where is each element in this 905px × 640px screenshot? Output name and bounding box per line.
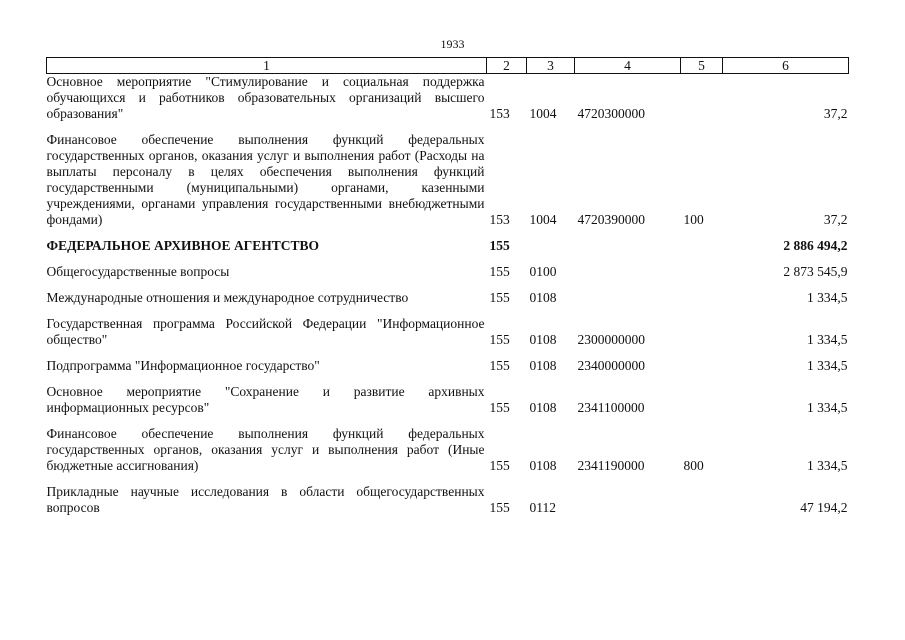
- row-spacer-cell: [47, 306, 849, 316]
- table-row: [47, 264, 849, 280]
- row-expense-type-code: [681, 316, 723, 348]
- row-expense-type-code: [681, 484, 723, 516]
- column-header: 4: [575, 58, 681, 74]
- table-row: [47, 132, 849, 228]
- row-section-code: 0108: [529, 400, 557, 415]
- row-expense-type-code: [681, 290, 723, 306]
- column-header: 3: [527, 58, 575, 74]
- table-row: [47, 358, 849, 374]
- row-section-code: [527, 238, 575, 254]
- table-row: [47, 316, 849, 348]
- row-ministry-code: 155: [489, 238, 510, 253]
- row-expense-type-code: [681, 358, 723, 374]
- row-spacer: [47, 306, 849, 316]
- row-ministry-code: 153: [489, 212, 510, 227]
- row-target-code: 2300000000: [577, 332, 645, 347]
- page-number: 1933: [440, 37, 465, 51]
- row-amount: 1 334,5: [807, 400, 848, 415]
- row-section-code: 0112: [529, 500, 556, 515]
- row-ministry-code: 153: [489, 106, 510, 121]
- row-expense-type-code: [681, 384, 723, 416]
- table-row: [47, 290, 849, 306]
- row-expense-type-code: [681, 264, 723, 280]
- row-spacer-cell: [47, 122, 849, 132]
- row-amount: 1 334,5: [807, 358, 848, 373]
- row-target-code: [575, 264, 681, 280]
- row-target-code: 2341100000: [577, 400, 645, 415]
- row-name: Финансовое обеспечение выполнения функций федеральных государственных органов, оказания услуг и выполнения работ (Расходы на выплаты персоналу в целях обеспечения выполнения функций государственными (муниципальными) органами, казенными учреждениями, органами управления государственными внебюджетными фондами): [46, 132, 485, 227]
- row-spacer-cell: [47, 474, 849, 484]
- row-target-code: 2341190000: [577, 458, 645, 473]
- table-row: [47, 384, 849, 416]
- row-name: Основное мероприятие "Сохранение и развитие архивных информационных ресурсов": [46, 384, 485, 415]
- row-ministry-code: 155: [489, 400, 510, 415]
- row-spacer: [47, 254, 849, 264]
- row-ministry-code: 155: [489, 290, 510, 305]
- row-spacer-cell: [47, 254, 849, 264]
- row-spacer: [47, 374, 849, 384]
- row-spacer: [47, 280, 849, 290]
- row-section-code: 0108: [529, 332, 557, 347]
- row-name: Общегосударственные вопросы: [46, 264, 230, 279]
- column-header: 6: [723, 58, 849, 74]
- row-amount: 47 194,2: [800, 500, 848, 515]
- row-spacer-cell: [47, 374, 849, 384]
- row-amount: 1 334,5: [807, 290, 848, 305]
- row-section-code: 0108: [529, 358, 557, 373]
- row-name: Международные отношения и международное сотрудничество: [46, 290, 409, 305]
- column-header: 1: [47, 58, 487, 74]
- row-name: ФЕДЕРАЛЬНОЕ АРХИВНОЕ АГЕНТСТВО: [46, 238, 320, 253]
- row-section-code: 0100: [529, 264, 557, 279]
- row-name: Государственная программа Российской Федерации "Информационное общество": [46, 316, 485, 347]
- row-spacer-cell: [47, 228, 849, 238]
- column-header: 5: [681, 58, 723, 74]
- table-header-row: [47, 58, 849, 74]
- row-expense-type-code: [681, 74, 723, 123]
- row-ministry-code: 155: [489, 358, 510, 373]
- table-body: [47, 74, 849, 517]
- row-spacer: [47, 416, 849, 426]
- row-spacer-cell: [47, 348, 849, 358]
- row-section-code: 0108: [529, 458, 557, 473]
- row-target-code: 2340000000: [577, 358, 645, 373]
- row-name: Финансовое обеспечение выполнения функций федеральных государственных органов, оказания услуг и выполнения работ (Иные бюджетные ассигнования): [46, 426, 485, 473]
- row-target-code: [575, 484, 681, 516]
- row-amount: 2 886 494,2: [783, 238, 848, 253]
- row-amount: 1 334,5: [807, 458, 848, 473]
- row-ministry-code: 155: [489, 458, 510, 473]
- row-spacer: [47, 228, 849, 238]
- row-name: Подпрограмма "Информационное государство": [46, 358, 320, 373]
- row-ministry-code: 155: [489, 264, 510, 279]
- row-spacer-cell: [47, 280, 849, 290]
- row-amount: 2 873 545,9: [783, 264, 848, 279]
- budget-table: [46, 57, 849, 516]
- row-expense-type-code: [681, 238, 723, 254]
- row-spacer: [47, 122, 849, 132]
- row-ministry-code: 155: [489, 500, 510, 515]
- table-row: [47, 238, 849, 254]
- row-amount: 37,2: [823, 212, 848, 227]
- row-ministry-code: 155: [489, 332, 510, 347]
- row-expense-type-code: 800: [683, 458, 704, 473]
- row-spacer-cell: [47, 416, 849, 426]
- table-row: [47, 484, 849, 516]
- row-name: Прикладные научные исследования в области общегосударственных вопросов: [46, 484, 485, 515]
- column-header: 2: [487, 58, 527, 74]
- row-target-code: [575, 238, 681, 254]
- row-amount: 1 334,5: [807, 332, 848, 347]
- row-spacer: [47, 348, 849, 358]
- table-row: [47, 426, 849, 474]
- row-section-code: 1004: [529, 212, 557, 227]
- row-section-code: 0108: [529, 290, 557, 305]
- row-section-code: 1004: [529, 106, 557, 121]
- table-row: [47, 74, 849, 123]
- row-name: Основное мероприятие "Стимулирование и социальная поддержка обучающихся и работников образовательных организаций высшего образования": [46, 74, 485, 121]
- row-amount: 37,2: [823, 106, 848, 121]
- row-target-code: 4720390000: [577, 212, 645, 227]
- row-spacer: [47, 474, 849, 484]
- row-target-code: 4720300000: [577, 106, 645, 121]
- row-expense-type-code: 100: [683, 212, 704, 227]
- row-target-code: [575, 290, 681, 306]
